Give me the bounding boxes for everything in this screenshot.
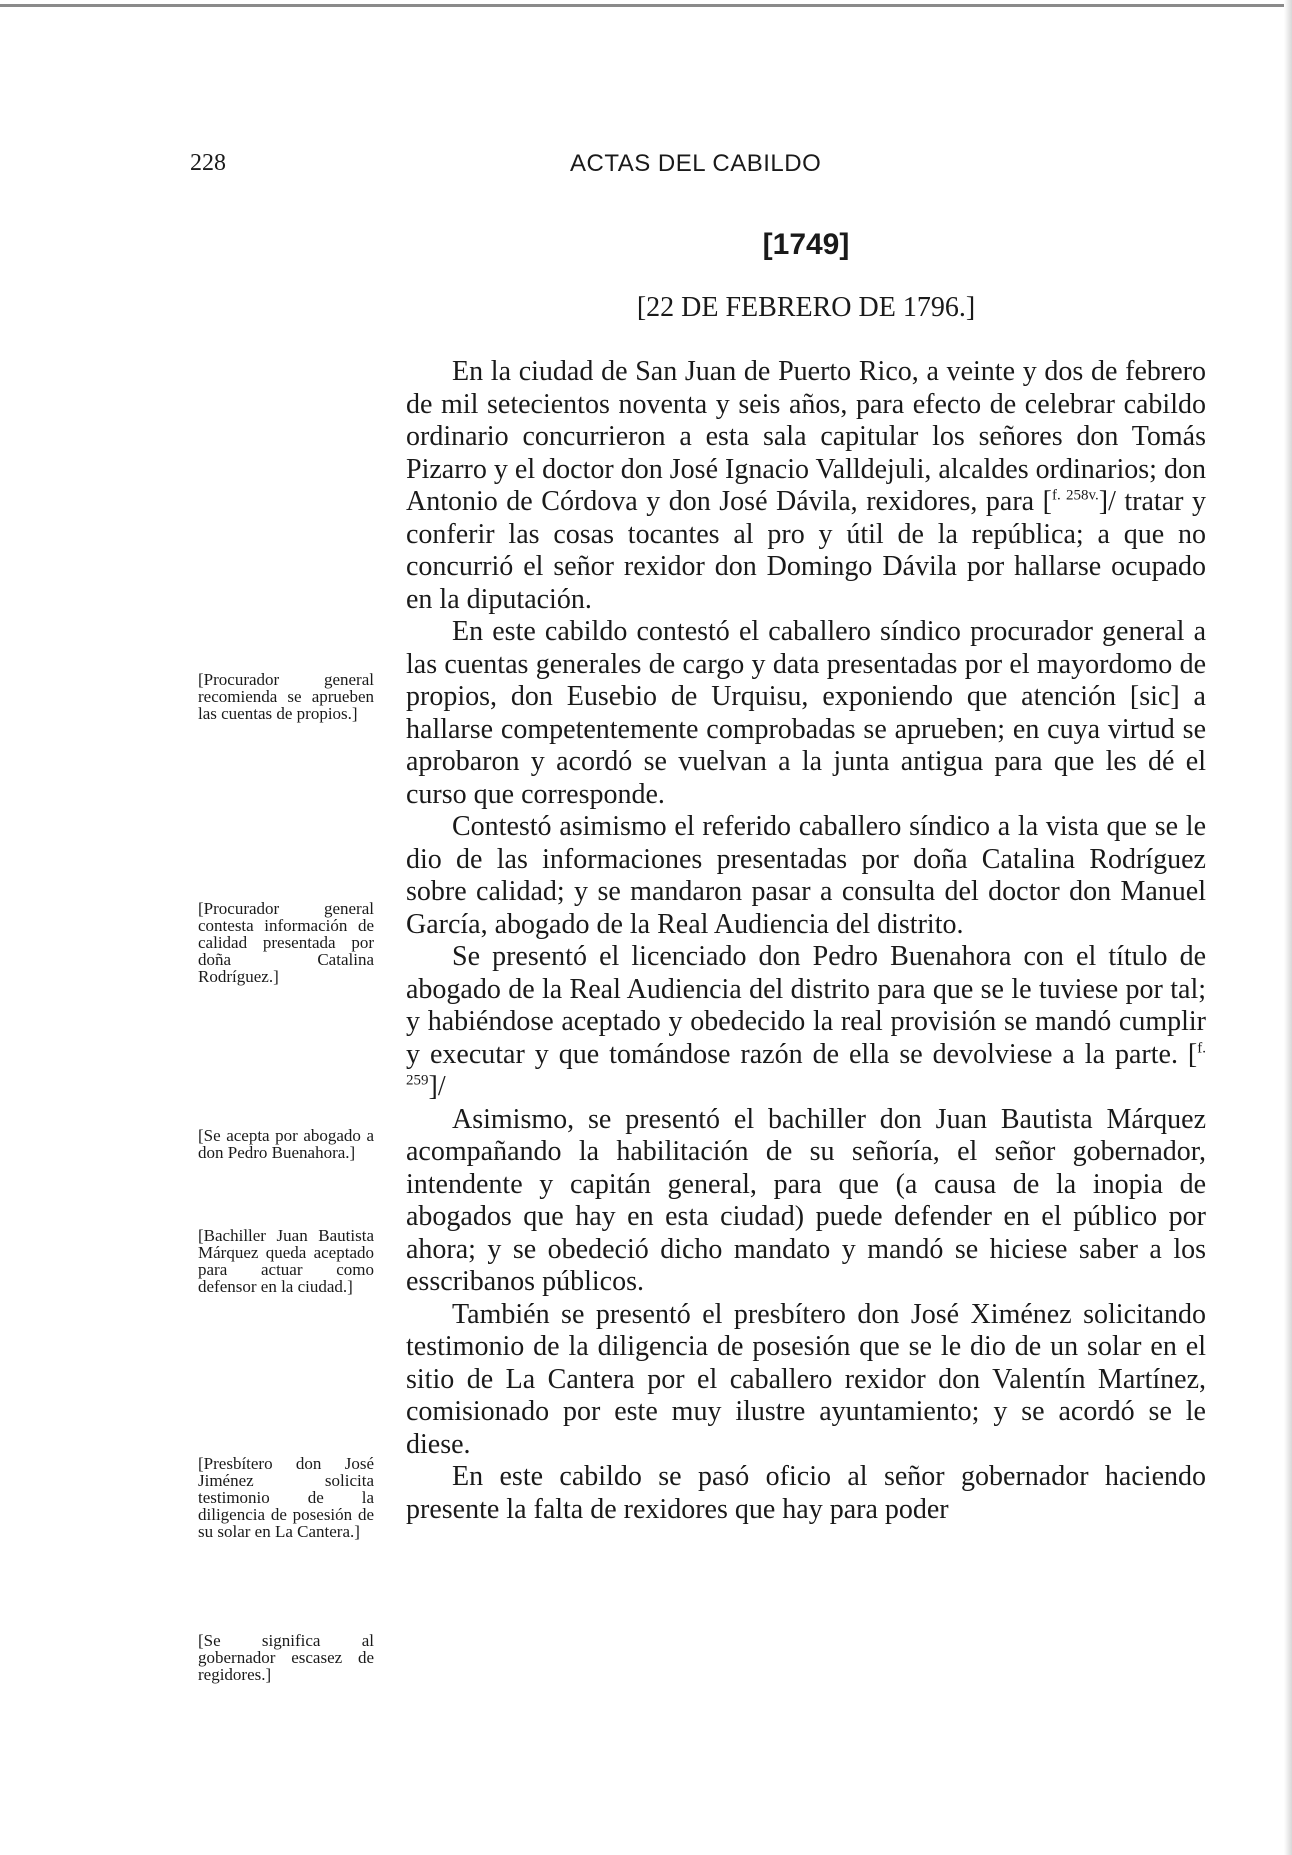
folio-marker-259: [$^{f. 259}$]/ [406,1038,1206,1102]
paragraph-6: También se presentó el presbítero don José Ximénez solicitando testimonio de la diligencia de posesión que se le dio de un solar en el sitio de La Cantera por el caballero rexidor don Valentín Martínez, comisionado por este muy ilustre ayuntamiento; y se acordó se le diese. [406,1298,1206,1460]
margin-note-jimenez: [Presbítero don José Jiménez solicita testimonio de la diligencia de posesión de su solar en La Cantera.] [198,1454,374,1541]
page-number: 228 [190,150,226,176]
folio-number: f. 259 [406,1040,1206,1089]
margin-note-procurador-cuentas: [Procurador general recomienda se aprueben las cuentas de propios.] [198,670,374,723]
paragraph-2: En este cabildo contestó el caballero síndico procurador general a las cuentas generales de cargo y data presentadas por el mayordomo de propios, don Eusebio de Urquisu, exponiendo que atención [sic] a hallarse competentemente comprobadas se aprueben; en cuya virtud se aprobaron y acordó se vuelvan a la junta antigua para que les dé el curso que corresponde. [406,616,1206,810]
paragraph-4 [406,941,1206,1104]
folio-marker-258v: [$^{f. 258v.}$]/ [1042,486,1116,517]
paragraph-7: En este cabildo se pasó oficio al señor gobernador haciendo presente la falta de rexidores que hay para poder [406,1461,1206,1525]
page-edge-shadow [1284,0,1292,1855]
margin-note-buenahora: [Se acepta por abogado a don Pedro Buenahora.] [198,1126,374,1162]
top-edge-rule [0,4,1292,7]
paragraph-1 [406,356,1206,616]
margin-note-procurador-calidad: [Procurador general contesta información de calidad presentada por doña Catalina Rodríguez.] [198,899,374,986]
entry-date: [22 DE FEBRERO DE 1796.] [636,292,976,323]
body-text [406,356,1206,1526]
paragraph-1-text-b: tratar y conferir las cosas tocantes al pro y útil de la república; a que no concurrió el señor rexidor don Domingo Dávila por hallarse ocupado en la diputación. [406,486,1206,615]
paragraph-3: Contestó asimismo el referido caballero síndico a la vista que se le dio de las informaciones presentadas por doña Catalina Rodríguez sobre calidad; y se mandaron pasar a consulta del doctor don Manuel García, abogado de la Real Audiencia del distrito. [406,811,1206,940]
margin-note-marquez: [Bachiller Juan Bautista Márquez queda aceptado para actuar como defensor en la ciudad.] [198,1226,374,1296]
entry-number: [1749] [762,228,850,261]
paragraph-4-text: Se presentó el licenciado don Pedro Buenahora con el título de abogado de la Real Audiencia del distrito para que se le tuviese por tal; y habiéndose aceptado y obedecido la real provisión se mandó cumplir y executar y que tomándose razón de ella se devolviese a la parte. [406,941,1206,1070]
page-header [190,150,1190,190]
paragraph-5: Asimismo, se presentó el bachiller don Juan Bautista Márquez acompañando la habilitación de su señoría, el señor gobernador, intendente y capitán general, para que (a causa de la inopia de abogados que hay en esta ciudad) puede defender en el público por ahora; y se obedeció dicho mandato y mandó se hiciese saber a los esscribanos públicos. [406,1103,1206,1297]
paragraph-1-text-a: En la ciudad de San Juan de Puerto Rico, a veinte y dos de febrero de mil setecientos noventa y seis años, para efecto de celebrar cabildo ordinario concurrieron a esta sala capitular los señores don Tomás Pizarro y el doctor don José Ignacio Valldejuli, alcaldes ordinarios; don Antonio de Córdova y don José Dávila, rexidores, para [406,356,1206,517]
running-head: ACTAS DEL CABILDO [570,150,822,177]
folio-number: f. 258v. [1051,487,1099,504]
margin-note-regidores: [Se significa al gobernador escasez de regidores.] [198,1631,374,1684]
